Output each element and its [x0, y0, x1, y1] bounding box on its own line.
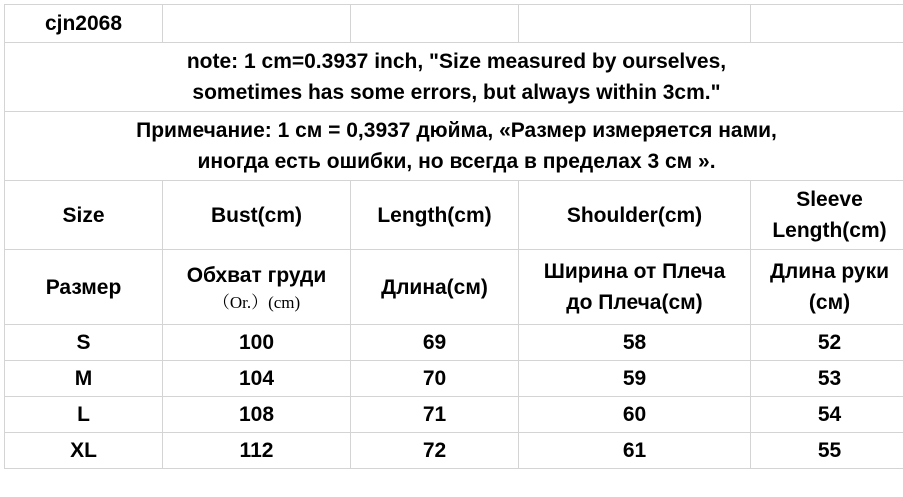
empty-cell — [163, 5, 351, 43]
table-row — [5, 361, 903, 397]
header-sleeve-ru-line: Длина руки — [769, 260, 890, 283]
header-size: Size — [5, 181, 163, 250]
cell-shoulder: 61 — [519, 433, 751, 469]
note-en-line: sometimes has some errors, but always within 3cm." — [192, 81, 721, 104]
cell-sleeve: 55 — [751, 433, 903, 469]
header-shoulder-ru — [519, 250, 751, 325]
empty-cell — [751, 5, 903, 43]
table-row — [5, 325, 903, 361]
cell-bust: 108 — [163, 397, 351, 433]
cell-sleeve: 54 — [751, 397, 903, 433]
header-sleeve-line: Sleeve — [796, 188, 863, 211]
header-en-row — [5, 181, 903, 250]
note-ru-row — [5, 112, 903, 181]
header-sleeve-line: Length(cm) — [772, 219, 887, 242]
header-length-ru: Длина(см) — [351, 250, 519, 325]
cell-shoulder: 58 — [519, 325, 751, 361]
header-sleeve — [751, 181, 903, 250]
header-ru-row — [5, 250, 903, 325]
table-row — [5, 397, 903, 433]
empty-cell — [519, 5, 751, 43]
header-shoulder-ru-line: до Плеча(см) — [566, 291, 703, 314]
header-bust: Bust(cm) — [163, 181, 351, 250]
note-ru-line: иногда есть ошибки, но всегда в пределах 3 см ». — [197, 150, 716, 173]
header-sleeve-ru-line: (см) — [808, 291, 851, 314]
header-length: Length(cm) — [351, 181, 519, 250]
cell-bust: 112 — [163, 433, 351, 469]
product-code: cjn2068 — [5, 5, 163, 43]
cell-sleeve: 52 — [751, 325, 903, 361]
cell-length: 69 — [351, 325, 519, 361]
note-en-row — [5, 43, 903, 112]
cell-size: XL — [5, 433, 163, 469]
header-sleeve-ru — [751, 250, 903, 325]
cell-shoulder: 60 — [519, 397, 751, 433]
cell-size: L — [5, 397, 163, 433]
cell-bust: 100 — [163, 325, 351, 361]
cell-length: 71 — [351, 397, 519, 433]
header-bust-ru-line: Обхват груди — [186, 263, 327, 287]
note-en — [5, 43, 903, 112]
size-chart-table — [4, 4, 903, 469]
header-shoulder: Shoulder(cm) — [519, 181, 751, 250]
table-row — [5, 433, 903, 469]
code-row — [5, 5, 903, 43]
header-size-ru: Размер — [5, 250, 163, 325]
header-bust-ru — [163, 250, 351, 325]
header-shoulder-ru-line: Ширина от Плеча — [543, 260, 726, 283]
cell-shoulder: 59 — [519, 361, 751, 397]
cell-length: 72 — [351, 433, 519, 469]
cell-size: M — [5, 361, 163, 397]
cell-bust: 104 — [163, 361, 351, 397]
note-ru — [5, 112, 903, 181]
header-bust-ru-units: （Or.）(cm) — [212, 292, 301, 312]
cell-sleeve: 53 — [751, 361, 903, 397]
empty-cell — [351, 5, 519, 43]
note-ru-line: Примечание: 1 см = 0,3937 дюйма, «Размер измеряется нами, — [136, 119, 777, 142]
cell-length: 70 — [351, 361, 519, 397]
cell-size: S — [5, 325, 163, 361]
note-en-line: note: 1 cm=0.3937 inch, "Size measured by ourselves, — [186, 50, 727, 73]
